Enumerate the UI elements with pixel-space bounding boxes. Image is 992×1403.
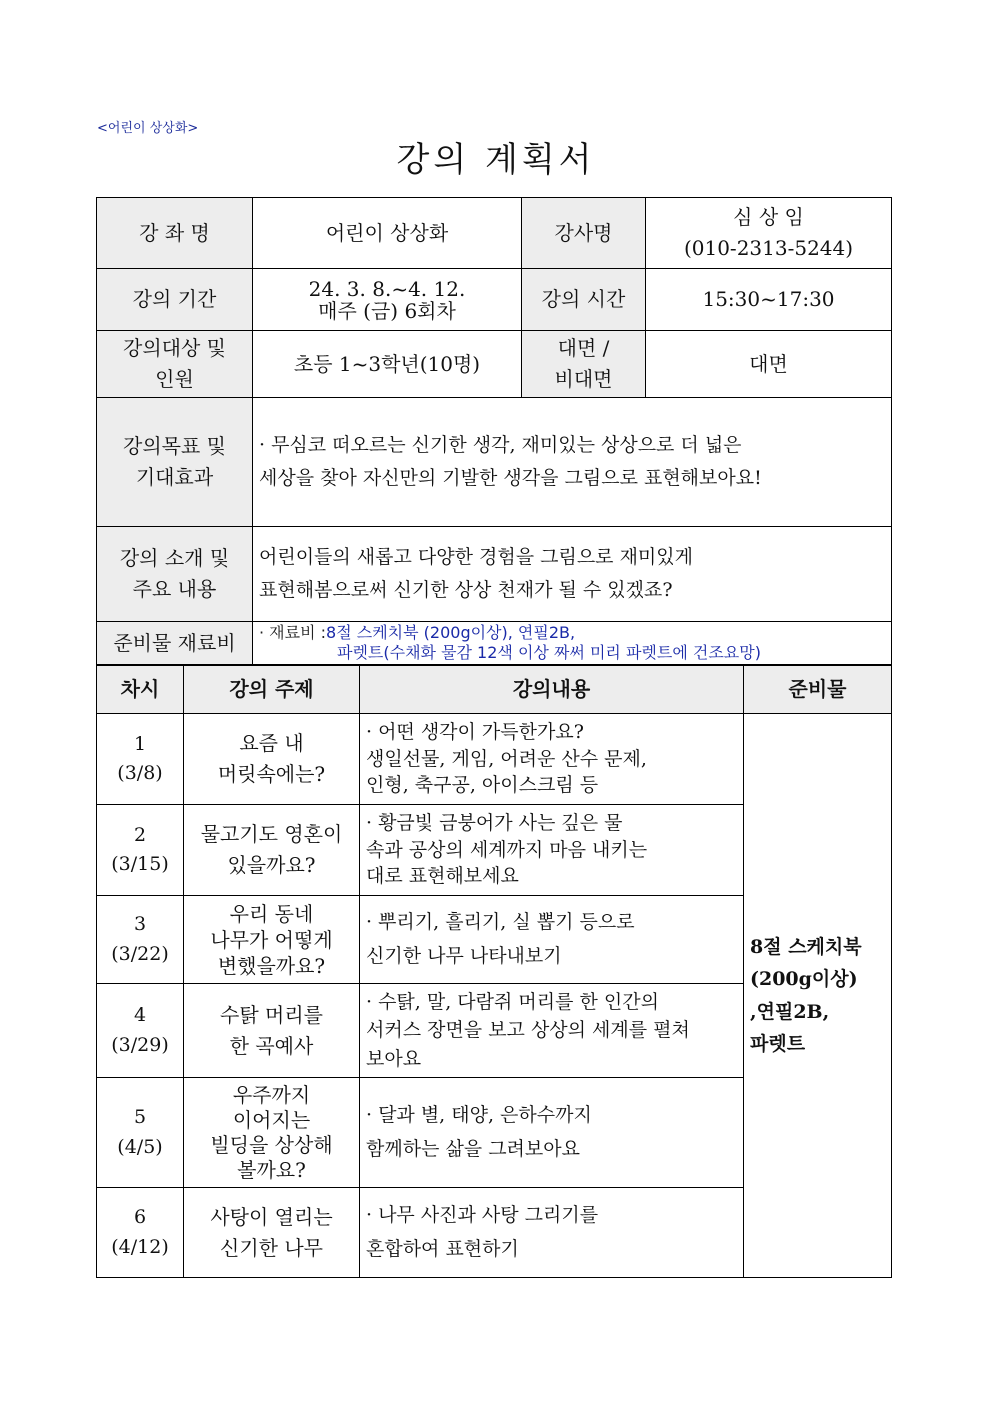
goal-label-line: 기대효과 bbox=[135, 465, 214, 489]
intro-label-line: 주요 내용 bbox=[132, 577, 217, 601]
session-date: (4/12) bbox=[111, 1235, 169, 1258]
session-cell bbox=[97, 896, 184, 984]
instructor-phone: (010-2313-5244) bbox=[683, 236, 854, 260]
supplies-cell bbox=[744, 714, 892, 1278]
intro-label-line: 강의 소개 및 bbox=[119, 546, 230, 570]
intro-value bbox=[253, 527, 892, 622]
content-cell bbox=[360, 1188, 744, 1278]
topic-line: 나무가 어떻게 bbox=[210, 927, 333, 952]
course-name-value: 어린이 상상화 bbox=[253, 198, 522, 269]
content-line: 인형, 축구공, 아이스크림 등 bbox=[366, 774, 599, 797]
document-tag: <어린이 상상화> bbox=[97, 121, 199, 136]
topic-line: 우주까지 bbox=[232, 1082, 311, 1107]
content-line: 속과 공상의 세계까지 마음 내키는 bbox=[366, 838, 648, 861]
target-label-line: 강의대상 및 bbox=[123, 336, 226, 360]
material-line: 파렛트(수채화 물감 12색 이상 짜써 미리 파렛트에 건조요망) bbox=[337, 643, 761, 662]
target-label bbox=[97, 331, 253, 398]
content-line: · 뿌리기, 흘리기, 실 뽑기 등으로 bbox=[366, 911, 635, 934]
topic-cell bbox=[184, 1078, 360, 1188]
session-date: (3/22) bbox=[111, 942, 169, 965]
topic-line: 이어지는 bbox=[232, 1107, 311, 1132]
topic-line: 수탉 머리를 bbox=[220, 1002, 323, 1027]
topic-line: 볼까요? bbox=[237, 1157, 306, 1182]
goal-line: 세상을 찾아 자신만의 기발한 생각을 그림으로 표현해보아요! bbox=[259, 467, 762, 489]
header-topic: 강의 주제 bbox=[184, 666, 360, 714]
mode-label bbox=[522, 331, 646, 398]
session-number: 5 bbox=[133, 1106, 147, 1129]
content-line: 서커스 장면을 보고 상상의 세계를 펼쳐 bbox=[366, 1019, 690, 1042]
content-line: 신기한 나무 나타내보기 bbox=[366, 944, 562, 967]
instructor-label: 강사명 bbox=[522, 198, 646, 269]
material-label: 준비물 재료비 bbox=[97, 622, 253, 665]
session-date: (3/29) bbox=[111, 1033, 169, 1056]
topic-line: 변했을까요? bbox=[217, 953, 326, 978]
content-cell bbox=[360, 805, 744, 896]
time-value: 15:30~17:30 bbox=[646, 269, 892, 331]
table-row bbox=[97, 714, 892, 805]
supplies-line: 파렛트 bbox=[750, 1032, 806, 1055]
session-date: (4/5) bbox=[117, 1135, 163, 1158]
session-cell bbox=[97, 714, 184, 805]
topic-cell bbox=[184, 1188, 360, 1278]
material-value bbox=[253, 622, 892, 665]
mode-label-line: 비대면 bbox=[554, 367, 613, 391]
header-supplies: 준비물 bbox=[744, 666, 892, 714]
topic-cell bbox=[184, 896, 360, 984]
content-line: 혼합하여 표현하기 bbox=[366, 1237, 519, 1260]
supplies-line: ,연필2B, bbox=[750, 1000, 830, 1023]
content-cell bbox=[360, 896, 744, 984]
period-dates: 24. 3. 8.~4. 12. bbox=[308, 276, 466, 301]
goal-line: · 무심코 떠오르는 신기한 생각, 재미있는 상상으로 더 넓은 bbox=[259, 433, 742, 456]
material-prefix: · 재료비 : bbox=[259, 623, 327, 642]
topic-line: 물고기도 영혼이 bbox=[200, 822, 343, 846]
topic-line: 신기한 나무 bbox=[220, 1235, 323, 1260]
session-number: 4 bbox=[133, 1004, 147, 1027]
intro-label bbox=[97, 527, 253, 622]
session-cell bbox=[97, 984, 184, 1078]
session-number: 2 bbox=[133, 823, 147, 846]
period-label: 강의 기간 bbox=[97, 269, 253, 331]
session-cell bbox=[97, 1188, 184, 1278]
topic-line: 한 곡예사 bbox=[229, 1033, 314, 1058]
topic-line: 우리 동네 bbox=[229, 901, 314, 926]
content-line: · 수탉, 말, 다람쥐 머리를 한 인간의 bbox=[366, 990, 659, 1013]
supplies-line: (200g이상) bbox=[750, 968, 858, 991]
topic-cell bbox=[184, 805, 360, 896]
session-number: 3 bbox=[133, 913, 147, 936]
course-info-table bbox=[96, 197, 892, 665]
period-value bbox=[253, 269, 522, 331]
content-line: · 나무 사진과 사탕 그리기를 bbox=[366, 1204, 599, 1227]
goal-label bbox=[97, 398, 253, 527]
target-label-line: 인원 bbox=[155, 367, 194, 391]
mode-value: 대면 bbox=[646, 331, 892, 398]
content-line: · 어떤 생각이 가득한가요? bbox=[366, 721, 584, 744]
content-line: 생일선물, 게임, 어려운 산수 문제, bbox=[366, 747, 647, 770]
target-value: 초등 1~3학년(10명) bbox=[253, 331, 522, 398]
session-date: (3/8) bbox=[117, 762, 163, 784]
supplies-line: 8절 스케치북 bbox=[750, 935, 862, 958]
material-line bbox=[259, 623, 885, 643]
topic-line: 있을까요? bbox=[227, 853, 316, 877]
content-line: 대로 표현해보세요 bbox=[366, 865, 519, 888]
topic-line: 빌딩을 상상해 bbox=[210, 1132, 333, 1157]
instructor-name: 심 상 임 bbox=[733, 205, 804, 229]
session-number: 6 bbox=[133, 1206, 147, 1229]
topic-cell bbox=[184, 714, 360, 805]
intro-line: 표현해봄으로써 신기한 상상 천재가 될 수 있겠죠? bbox=[259, 579, 673, 601]
course-name-label: 강 좌 명 bbox=[97, 198, 253, 269]
page-title: 강의 계획서 bbox=[396, 140, 596, 180]
session-date: (3/15) bbox=[111, 853, 169, 875]
content-line: · 달과 별, 태양, 은하수까지 bbox=[366, 1104, 592, 1127]
content-line: · 황금빛 금붕어가 사는 깊은 물 bbox=[366, 812, 623, 835]
material-items: 8절 스케치북 (200g이상), 연필2B, bbox=[326, 623, 576, 642]
time-label: 강의 시간 bbox=[522, 269, 646, 331]
content-line: 함께하는 삶을 그려보아요 bbox=[366, 1137, 580, 1160]
goal-label-line: 강의목표 및 bbox=[123, 434, 226, 458]
content-cell bbox=[360, 984, 744, 1078]
content-cell bbox=[360, 1078, 744, 1188]
header-session: 차시 bbox=[97, 666, 184, 714]
content-line: 보아요 bbox=[366, 1047, 422, 1070]
topic-line: 사탕이 열리는 bbox=[210, 1204, 333, 1229]
instructor-value bbox=[646, 198, 892, 269]
period-frequency: 매주 (금) 6회차 bbox=[318, 298, 456, 323]
topic-cell bbox=[184, 984, 360, 1078]
goal-value bbox=[253, 398, 892, 527]
mode-label-line: 대면 / bbox=[557, 336, 610, 360]
topic-line: 머릿속에는? bbox=[217, 762, 326, 786]
header-content: 강의내용 bbox=[360, 666, 744, 714]
schedule-table bbox=[96, 665, 892, 1278]
content-cell bbox=[360, 714, 744, 805]
session-number: 1 bbox=[133, 732, 147, 755]
topic-line: 요즘 내 bbox=[239, 731, 304, 755]
session-cell bbox=[97, 805, 184, 896]
session-cell bbox=[97, 1078, 184, 1188]
intro-line: 어린이들의 새롭고 다양한 경험을 그림으로 재미있게 bbox=[259, 545, 693, 568]
